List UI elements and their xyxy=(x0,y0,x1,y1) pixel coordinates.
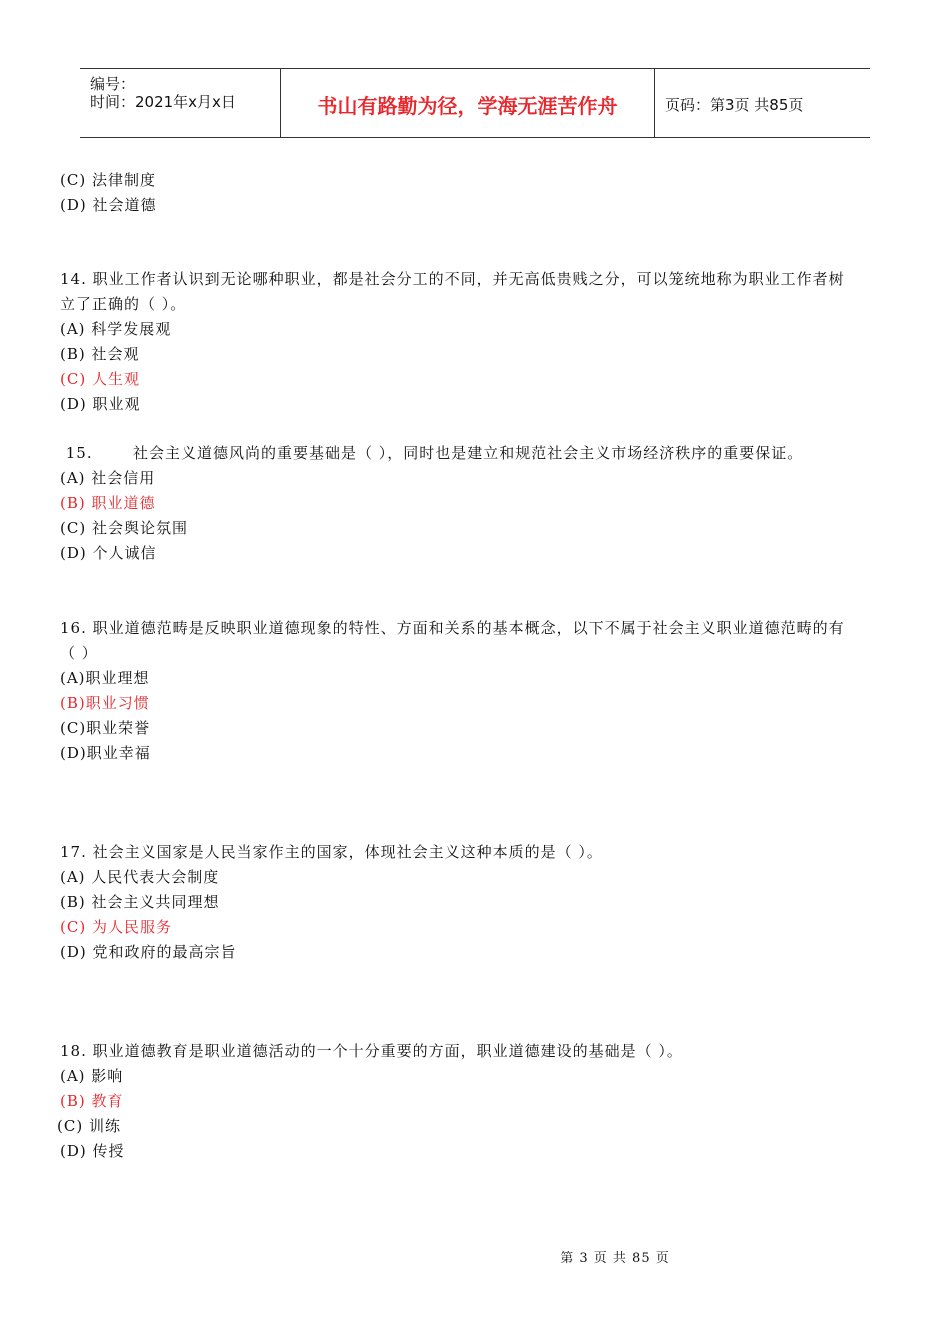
option-a: (A) 社会信用 xyxy=(60,469,156,487)
header-page-cell xyxy=(655,69,870,137)
option-a: (A) 科学发展观 xyxy=(60,320,172,338)
option-c: (C) 社会舆论氛围 xyxy=(60,519,188,537)
page-header xyxy=(80,68,870,138)
option-d: (D) 党和政府的最高宗旨 xyxy=(60,943,237,961)
question-stem: 15. 社会主义道德风尚的重要基础是（ ），同时也是建立和规范社会主义市场经济秩序的重要保证。 xyxy=(60,444,804,462)
option-c: (C) 训练 xyxy=(57,1117,121,1135)
option-b: (B) 社会主义共同理想 xyxy=(60,893,220,911)
question-14 xyxy=(60,267,895,417)
option-d: (D) 个人诚信 xyxy=(60,544,157,562)
question-stem-cont: （ ） xyxy=(60,644,98,662)
option-c: (C)职业荣誉 xyxy=(60,719,151,737)
option-b-answer: (B) 教育 xyxy=(60,1092,124,1110)
question-stem-cont: 立了正确的（ ）。 xyxy=(60,295,187,313)
header-page-info: 页码：第3页 共85页 xyxy=(665,96,804,114)
option-c-answer: (C) 人生观 xyxy=(60,370,140,388)
option-a: (A) 影响 xyxy=(60,1067,124,1085)
question-stem: 18. 职业道德教育是职业道德活动的一个十分重要的方面，职业道德建设的基础是（ ）。 xyxy=(60,1042,683,1060)
header-motto-cell xyxy=(281,69,655,137)
option-b: (B) 社会观 xyxy=(60,345,140,363)
option-c-answer: (C) 为人民服务 xyxy=(60,918,172,936)
option-a: (A) 人民代表大会制度 xyxy=(60,868,220,886)
option-a: (A)职业理想 xyxy=(60,669,150,687)
question-18 xyxy=(57,1039,895,1164)
header-meta-cell xyxy=(80,69,281,137)
page-footer xyxy=(0,1247,950,1266)
option-d: (D) 社会道德 xyxy=(60,196,157,214)
option-d: (D) 传授 xyxy=(60,1142,125,1160)
question-stem: 17. 社会主义国家是人民当家作主的国家，体现社会主义这种本质的是（ ）。 xyxy=(60,843,603,861)
motto-text: 书山有路勤为径，学海无涯苦作舟 xyxy=(317,94,618,118)
option-d: (D) 职业观 xyxy=(60,395,141,413)
previous-question-options xyxy=(60,168,895,218)
question-16 xyxy=(60,616,895,766)
option-b-answer: (B) 职业道德 xyxy=(60,494,156,512)
question-17 xyxy=(60,840,895,965)
option-c: (C) 法律制度 xyxy=(60,171,156,189)
option-d: (D)职业幸福 xyxy=(60,744,151,762)
question-stem: 16. 职业道德范畴是反映职业道德现象的特性、方面和关系的基本概念，以下不属于社会主义职业道德范畴的有 xyxy=(60,619,845,637)
number-label: 编号： xyxy=(90,75,136,93)
option-b-answer: (B)职业习惯 xyxy=(60,694,150,712)
question-15 xyxy=(60,441,895,566)
footer-page-number: 第 3 页 共 85 页 xyxy=(560,1251,670,1266)
question-stem: 14. 职业工作者认识到无论哪种职业，都是社会分工的不同，并无高低贵贱之分，可以笼统地称为职业工作者树 xyxy=(60,270,845,288)
time-label: 时间：2021年x月x日 xyxy=(90,93,236,111)
